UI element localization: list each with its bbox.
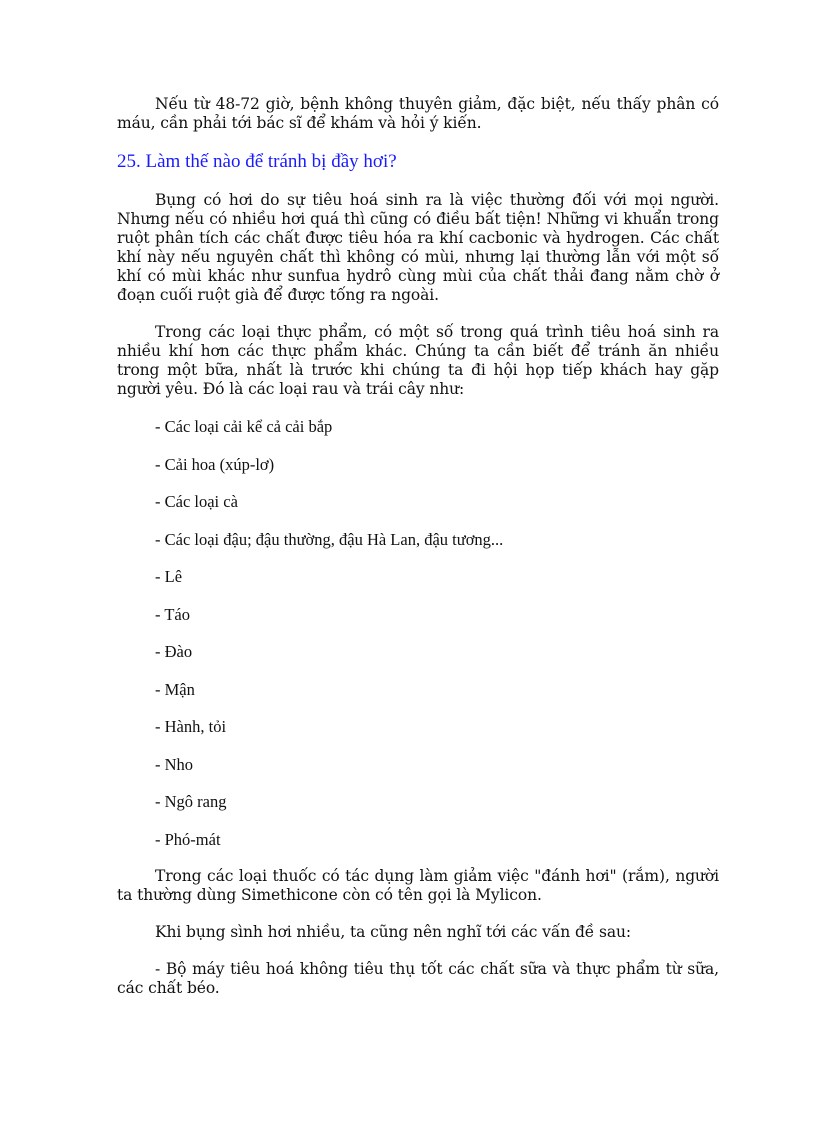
paragraph-2: Trong các loại thực phẩm, có một số trong quá trình tiêu hoá sinh ra nhiều khí hơn các thực phẩm khác. Chúng ta cần biết để tránh ăn nhiều trong một bữa, nhất là trước khi chúng ta đi hội họp tiếp khách hay gặp người yêu. Đó là các loại rau và trái cây như: — [117, 323, 719, 398]
paragraph-3: Trong các loại thuốc có tác dụng làm giảm việc "đánh hơi" (rắm), người ta thường dùng Simethicone còn có tên gọi là Mylicon. — [117, 866, 719, 904]
list-item: - Mận — [155, 679, 195, 699]
list-item: - Lê — [155, 567, 183, 586]
document-page — [117, 95, 719, 998]
list-item: - Hành, tỏi — [155, 717, 227, 736]
paragraph-4: Khi bụng sình hơi nhiều, ta cũng nên nghĩ tới các vấn đề sau: — [155, 922, 632, 941]
list-item: - Phó-mát — [155, 829, 221, 849]
list-item: - Các loại cà — [155, 492, 238, 511]
list-item: - Đào — [155, 642, 193, 661]
list-item: - Các loại đậu; đậu thường, đậu Hà Lan, đậu tương... — [155, 529, 504, 549]
list-item: - Cải hoa (xúp-lơ) — [155, 454, 275, 474]
list-item: - Ngô rang — [155, 792, 227, 811]
list-item: - Nho — [155, 754, 194, 774]
section-heading: 25. Làm thế nào để tránh bị đầy hơi? — [117, 151, 397, 172]
food-list — [117, 417, 719, 849]
list-item: - Táo — [155, 604, 190, 624]
paragraph-5: - Bộ máy tiêu hoá không tiêu thụ tốt các chất sữa và thực phẩm từ sữa, các chất béo. — [117, 959, 719, 997]
paragraph-1: Bụng có hơi do sự tiêu hoá sinh ra là việc thường đối với mọi người. Nhưng nếu có nhiều hơi quá thì cũng có điều bất tiện! Những vi khuẩn trong ruột phân tích các chất được tiêu hóa ra khí cacbonic và hydrogen. Các chất khí này nếu nguyên chất thì không có mùi, nhưng lại thường lẫn với một số khí có mùi khác như sunfua hydrô cùng mùi của chất thải đang nằm chờ ở đoạn cuối ruột già để được tống ra ngoài. — [117, 191, 719, 304]
intro-paragraph: Nếu từ 48-72 giờ, bệnh không thuyên giảm, đặc biệt, nếu thấy phân có máu, cần phải tới bác sĩ để khám và hỏi ý kiến. — [117, 95, 719, 132]
list-item: - Các loại cải kể cả cải bắp — [155, 417, 333, 436]
